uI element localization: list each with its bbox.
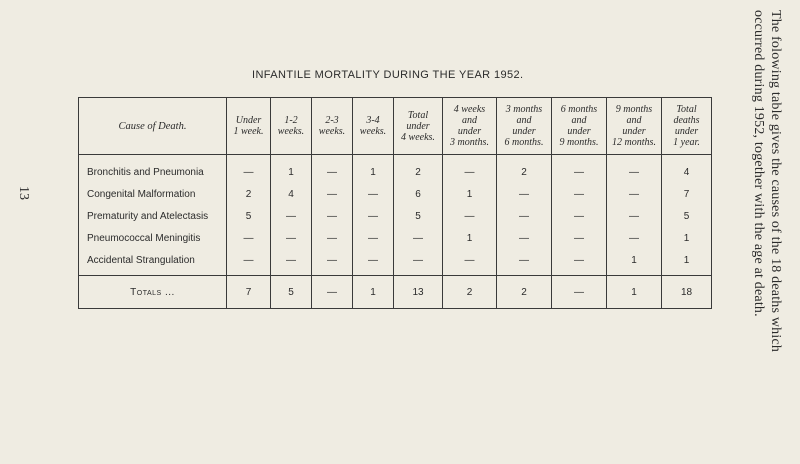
- value-cell: —: [607, 183, 662, 205]
- totals-label: Totals ...: [79, 276, 227, 309]
- header-line: 6 months.: [504, 137, 544, 148]
- value-cell: —: [312, 183, 353, 205]
- value-cell: —: [607, 155, 662, 184]
- value-cell: —: [443, 205, 497, 227]
- header-line: Cause of Death.: [118, 120, 187, 132]
- value-cell: —: [312, 155, 353, 184]
- value-cell: —: [227, 249, 271, 276]
- value-cell: —: [394, 249, 443, 276]
- column-header: [227, 98, 271, 155]
- header-line: 2-3: [325, 115, 339, 126]
- value-cell: 1: [662, 227, 712, 249]
- header-line: and: [462, 115, 477, 126]
- value-cell: 7: [662, 183, 712, 205]
- column-header: [497, 98, 552, 155]
- value-cell: 4: [271, 183, 312, 205]
- value-cell: 1: [271, 155, 312, 184]
- table-row: [79, 155, 712, 184]
- table-row: [79, 227, 712, 249]
- value-cell: 5: [662, 205, 712, 227]
- header-line: under: [567, 126, 591, 137]
- value-cell: —: [552, 249, 607, 276]
- header-line: weeks.: [277, 126, 305, 137]
- value-cell: —: [353, 249, 394, 276]
- totals-value: —: [552, 276, 607, 309]
- value-cell: —: [552, 155, 607, 184]
- header-line: and: [516, 115, 532, 126]
- totals-row: [79, 276, 712, 309]
- table-row: [79, 249, 712, 276]
- column-header: [394, 98, 443, 155]
- header-line: Total: [407, 109, 429, 121]
- totals-value: —: [312, 276, 353, 309]
- header-line: weeks.: [359, 126, 387, 137]
- intro-line-2: occurred during 1952, together with the age at death.: [751, 10, 766, 317]
- value-cell: 1: [353, 155, 394, 184]
- cause-cell: Accidental Strangulation: [79, 249, 227, 276]
- header-line: 3-4: [366, 115, 380, 126]
- header-line: 12 months.: [612, 137, 656, 148]
- header-line: 9 months.: [559, 137, 599, 148]
- column-header: [353, 98, 394, 155]
- table-title: INFANTILE MORTALITY DURING THE YEAR 1952.: [252, 69, 524, 81]
- header-line: weeks.: [318, 126, 346, 137]
- page-number: 13: [16, 186, 31, 200]
- header-line: 1 year.: [673, 137, 700, 148]
- value-cell: —: [497, 227, 552, 249]
- totals-value: 7: [227, 276, 271, 309]
- header-line: deaths: [673, 115, 700, 126]
- value-cell: —: [227, 155, 271, 184]
- value-cell: —: [312, 249, 353, 276]
- value-cell: —: [227, 227, 271, 249]
- value-cell: —: [353, 227, 394, 249]
- header-line: 4 weeks.: [401, 131, 435, 143]
- value-cell: —: [353, 205, 394, 227]
- value-cell: —: [552, 183, 607, 205]
- value-cell: —: [607, 227, 662, 249]
- header-line: Total: [676, 104, 697, 115]
- totals-value: 2: [497, 276, 552, 309]
- totals-value: 2: [443, 276, 497, 309]
- value-cell: 1: [443, 183, 497, 205]
- header-line: under: [622, 126, 646, 137]
- totals-value: 1: [607, 276, 662, 309]
- column-header: [443, 98, 497, 155]
- value-cell: —: [552, 205, 607, 227]
- header-line: and: [626, 115, 642, 126]
- value-cell: —: [497, 249, 552, 276]
- header-line: Under: [235, 115, 262, 126]
- value-cell: 1: [607, 249, 662, 276]
- cause-cell: Congenital Malformation: [79, 183, 227, 205]
- column-header: [552, 98, 607, 155]
- header-row: [79, 98, 712, 155]
- header-line: and: [571, 115, 587, 126]
- header-line: under: [457, 126, 482, 137]
- value-cell: 5: [394, 205, 443, 227]
- value-cell: —: [443, 249, 497, 276]
- header-line: 4 weeks: [453, 104, 486, 115]
- header-line: 3 months: [505, 104, 543, 115]
- value-cell: —: [552, 227, 607, 249]
- header-line: 1-2: [284, 115, 298, 126]
- value-cell: 2: [497, 155, 552, 184]
- column-header: [312, 98, 353, 155]
- value-cell: 2: [227, 183, 271, 205]
- value-cell: 4: [662, 155, 712, 184]
- totals-value: 1: [353, 276, 394, 309]
- table-row: [79, 183, 712, 205]
- column-header: [271, 98, 312, 155]
- value-cell: 6: [394, 183, 443, 205]
- value-cell: —: [271, 249, 312, 276]
- header-cause: [79, 98, 227, 155]
- header-line: 9 months: [615, 104, 653, 115]
- value-cell: —: [271, 227, 312, 249]
- value-cell: —: [312, 205, 353, 227]
- value-cell: —: [312, 227, 353, 249]
- header-line: under: [512, 126, 536, 137]
- mortality-table: [78, 97, 712, 309]
- value-cell: —: [394, 227, 443, 249]
- totals-value: 18: [662, 276, 712, 309]
- intro-paragraph: [750, 10, 784, 352]
- cause-cell: Prematurity and Atelectasis: [79, 205, 227, 227]
- intro-line-1: The folowing table gives the causes of the 18 deaths which: [768, 10, 783, 353]
- header-line: under: [406, 120, 430, 132]
- value-cell: 1: [662, 249, 712, 276]
- cause-cell: Bronchitis and Pneumonia: [79, 155, 227, 184]
- value-cell: 2: [394, 155, 443, 184]
- header-line: under: [674, 126, 699, 137]
- value-cell: 1: [443, 227, 497, 249]
- value-cell: —: [271, 205, 312, 227]
- value-cell: —: [497, 205, 552, 227]
- totals-value: 13: [394, 276, 443, 309]
- header-line: 1 week.: [233, 126, 264, 137]
- value-cell: —: [607, 205, 662, 227]
- cause-cell: Pneumococcal Meningitis: [79, 227, 227, 249]
- value-cell: —: [497, 183, 552, 205]
- table-row: [79, 205, 712, 227]
- column-header: [662, 98, 712, 155]
- value-cell: —: [443, 155, 497, 184]
- table-body: [79, 155, 712, 309]
- totals-value: 5: [271, 276, 312, 309]
- value-cell: 5: [227, 205, 271, 227]
- column-header: [607, 98, 662, 155]
- value-cell: —: [353, 183, 394, 205]
- header-line: 6 months: [560, 104, 598, 115]
- header-line: 3 months.: [450, 137, 489, 148]
